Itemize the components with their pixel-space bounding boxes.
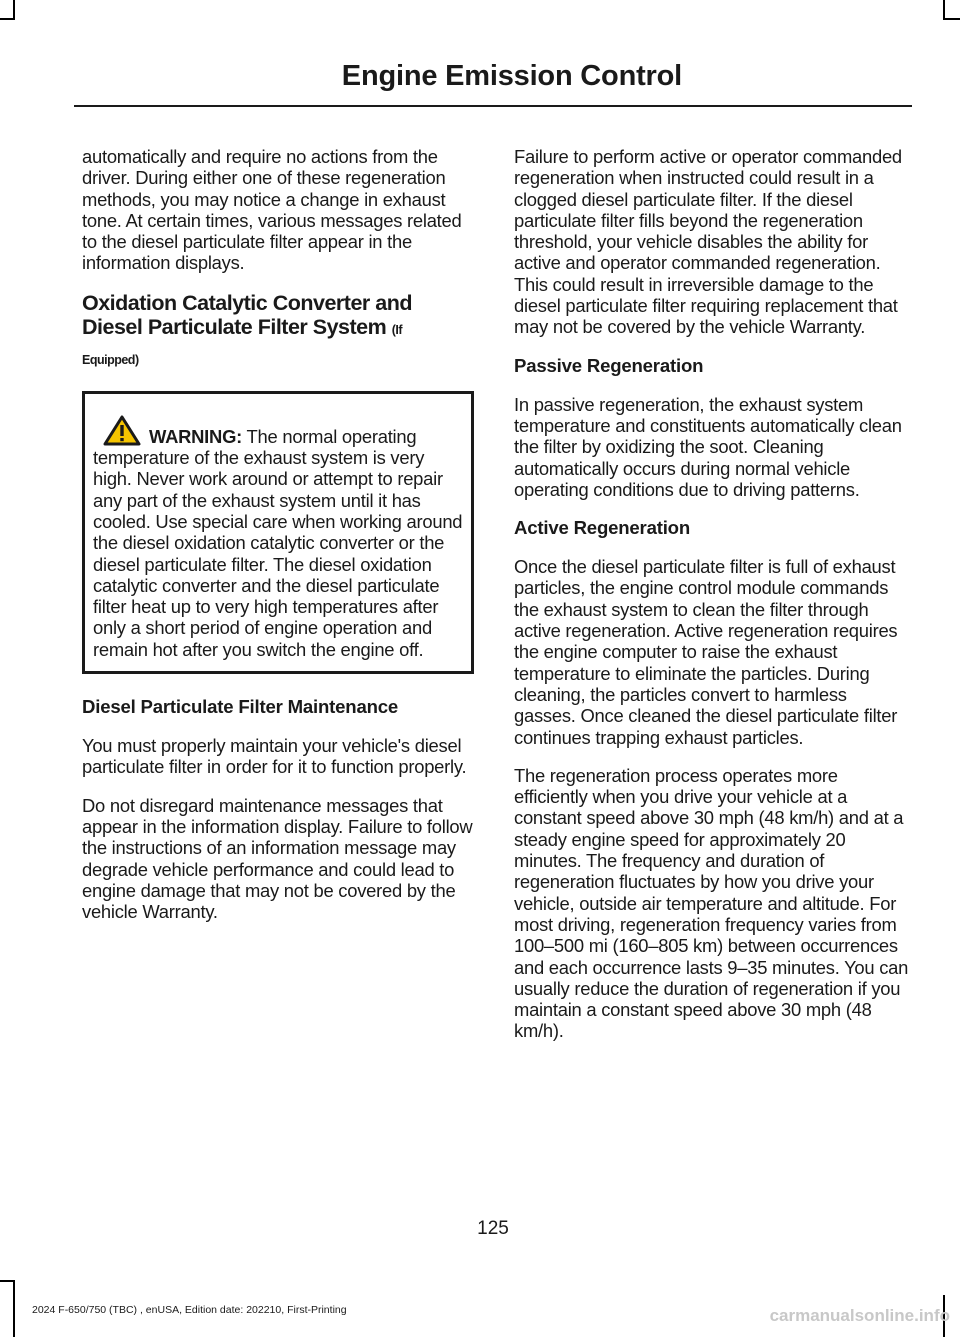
edition-footer: 2024 F-650/750 (TBC) , enUSA, Edition date: 202210, First-Printing	[32, 1304, 347, 1316]
intro-paragraph: automatically and require no actions from the driver. During either one of these regeneration methods, you may notice a change in exhaust tone. At certain times, various messages related to the diesel particulate filter appear in the information displays.	[82, 146, 462, 274]
warning-box	[82, 391, 474, 674]
maintenance-paragraph-1: You must properly maintain your vehicle's diesel particulate filter in order for it to function properly.	[82, 735, 467, 778]
section-heading-text: Oxidation Catalytic Converter and Diesel Particulate Filter System	[82, 290, 412, 339]
failure-paragraph: Failure to perform active or operator commanded regeneration when instructed could result in a clogged diesel particulate filter. If the diesel particulate filter fills beyond the regeneration threshold, your vehicle disables the ability for active and operator commanded regeneration. This could result in irreversible damage to the diesel particulate filter requiring replacement that may not be covered by the vehicle Warranty.	[514, 146, 902, 338]
watermark: carmanualsonline.info	[769, 1306, 950, 1325]
maintenance-heading: Diesel Particulate Filter Maintenance	[82, 696, 399, 718]
left-column	[82, 146, 474, 939]
maintenance-paragraph-2: Do not disregard maintenance messages that appear in the information display. Failure to follow the instructions of an information message may degrade vehicle performance and could lead to engine damage that may not be covered by the vehicle Warranty.	[82, 794, 473, 923]
warning-triangle-icon	[103, 415, 141, 446]
warning-paragraph	[93, 415, 463, 660]
page-header-title: Engine Emission Control	[341, 60, 682, 92]
section-heading-suffix-2: Equipped)	[82, 352, 139, 367]
regeneration-process-paragraph: The regeneration process operates more efficiently when you drive your vehicle at a constant speed above 30 mph (48 km/h) and at a steady engine speed for approximately 20 minutes. The frequency and duration of regeneration fluctuates by how you drive your vehicle, outside air temperature and altitude. For most driving, regeneration frequency varies from 100–500 mi (160–805 km) between occurrences and each occurrence lasts 9–35 minutes. You can usually reduce the duration of regeneration if you maintain a constant speed above 30 mph (48 km/h).	[514, 764, 909, 1042]
passive-regeneration-paragraph: In passive regeneration, the exhaust system temperature and constituents automatically clean the filter by oxidizing the soot. Cleaning automatically occurs during normal vehicle operating conditions due to driving patterns.	[514, 393, 902, 500]
section-heading-suffix: (If	[391, 322, 403, 337]
crop-mark	[943, 0, 945, 20]
section-heading	[82, 291, 474, 368]
crop-mark	[13, 0, 15, 20]
active-regeneration-paragraph: Once the diesel particulate filter is full of exhaust particles, the engine control module commands the exhaust system to clean the filter through active regeneration. Active regeneration requires the engine computer to raise the exhaust temperature to eliminate the particles. During cleaning, the particles convert to harmless gasses. Once cleaned the diesel particulate filter continues trapping exhaust particles.	[514, 556, 898, 748]
passive-regeneration-heading: Passive Regeneration	[514, 354, 704, 376]
header-divider	[74, 105, 912, 107]
crop-mark	[13, 1280, 15, 1337]
warning-text: The normal operating temperature of the exhaust system is very high. Never work around or attempt to repair any part of the exhaust system until it has cooled. Use special care when working around the diesel oxidation catalytic converter or the diesel particulate filter. The diesel oxidation catalytic converter and the diesel particulate filter heat up to very high temperatures after only a short period of engine operation and remain hot after you switch the engine off.	[93, 425, 463, 660]
active-regeneration-heading: Active Regeneration	[514, 517, 690, 539]
warning-label: WARNING:	[149, 425, 243, 447]
page-number: 125	[477, 1218, 509, 1239]
crop-mark	[0, 1280, 15, 1282]
right-column	[514, 146, 912, 1059]
crop-mark	[945, 18, 960, 20]
crop-mark	[0, 18, 15, 20]
